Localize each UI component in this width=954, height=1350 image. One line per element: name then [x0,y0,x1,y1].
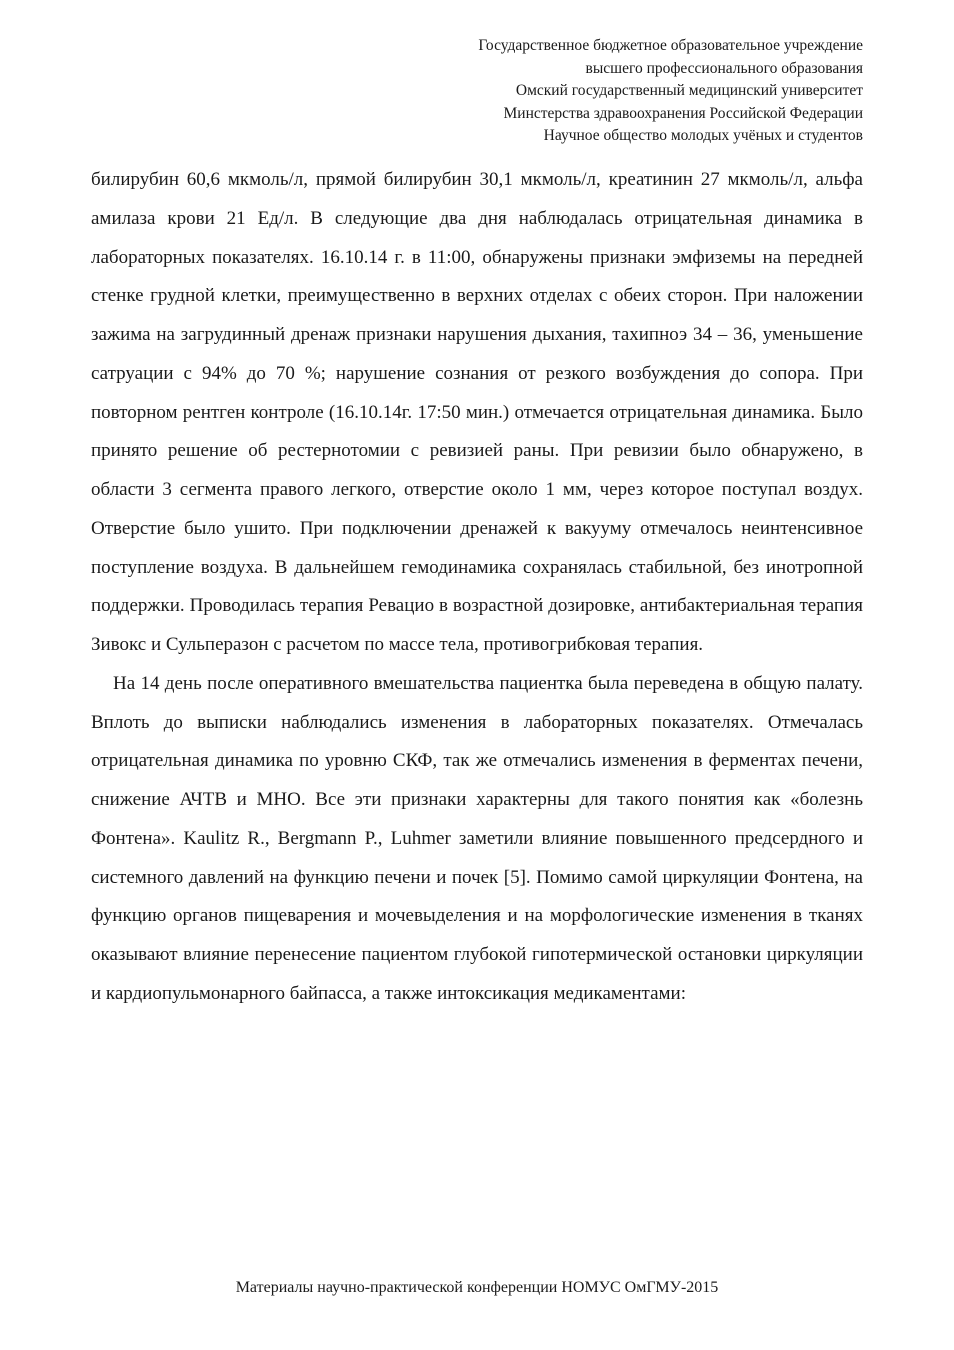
header-line-ministry: Минстерства здравоохранения Российской Федерации [503,104,863,122]
header-line-institution: Государственное бюджетное образовательное учреждение [478,37,863,54]
body-paragraph-1: билирубин 60,6 мкмоль/л, прямой билирубин 30,1 мкмоль/л, креатинин 27 мкмоль/л, альфа амилаза крови 21 Ед/л. В следующие два дня наблюдалась отрицательная динамика в лабораторных показателях. 16.10.14 г. в 11:00, обнаружены признаки эмфиземы на передней стенке грудной клетки, преимущественно в верхних отделах с обеих сторон. При наложении зажима на загрудинный дренаж признаки нарушения дыхания, тахипноэ 34 – 36, уменьшение сатруации с 94% до 70 %; нарушение сознания от резкого возбуждения до сопора. При повторном рентген контроле (16.10.14г. 17:50 мин.) отмечается отрицательная динамика. Было принято решение об рестернотомии с ревизией раны. При ревизии было обнаружено, в области 3 сегмента правого легкого, отверстие около 1 мм, через которое поступал воздух. Отверстие было ушито. При подключении дренажей к вакууму отмечалось неинтенсивное поступление воздуха. В дальнейшем гемодинамика сохранялась стабильной, без инотропной поддержки. Проводилась терапия Ревацио в возрастной дозировке, антибактериальная терапия Зивокс и Сульперазон с расчетом по массе тела, противогрибковая терапия. [91,169,863,655]
document-body [91,161,863,1014]
header-line-education: высшего профессионального образования [585,59,863,77]
page-header [163,35,863,148]
header-line-society: Научное общество молодых учёных и студентов [543,127,863,144]
header-line-university: Омский государственный медицинский университет [515,82,863,99]
body-paragraph-2: На 14 день после оперативного вмешательства пациентка была переведена в общую палату. Вплоть до выписки наблюдались изменения в лабораторных показателях. Отмечалась отрицательная динамика по уровню СКФ, так же отмечались изменения в ферментах печени, снижение АЧТВ и МНО. Все эти признаки характерны для такого понятия как «болезнь Фонтена». Kaulitz R., Bergmann P., Luhmer заметили влияние повышенного предсердного и системного давлений на функцию печени и почек [5]. Помимо самой циркуляции Фонтена, на функцию органов пищеварения и мочевыделения и на морфологические изменения в тканях оказывают влияние перенесение пациентом глубокой гипотермической остановки циркуляции и кардиопульмонарного байпасса, а также интоксикация медикаментами: [91,672,863,1004]
page-footer: Материалы научно-практической конференции НОМУС ОмГМУ-2015 [235,1279,719,1296]
